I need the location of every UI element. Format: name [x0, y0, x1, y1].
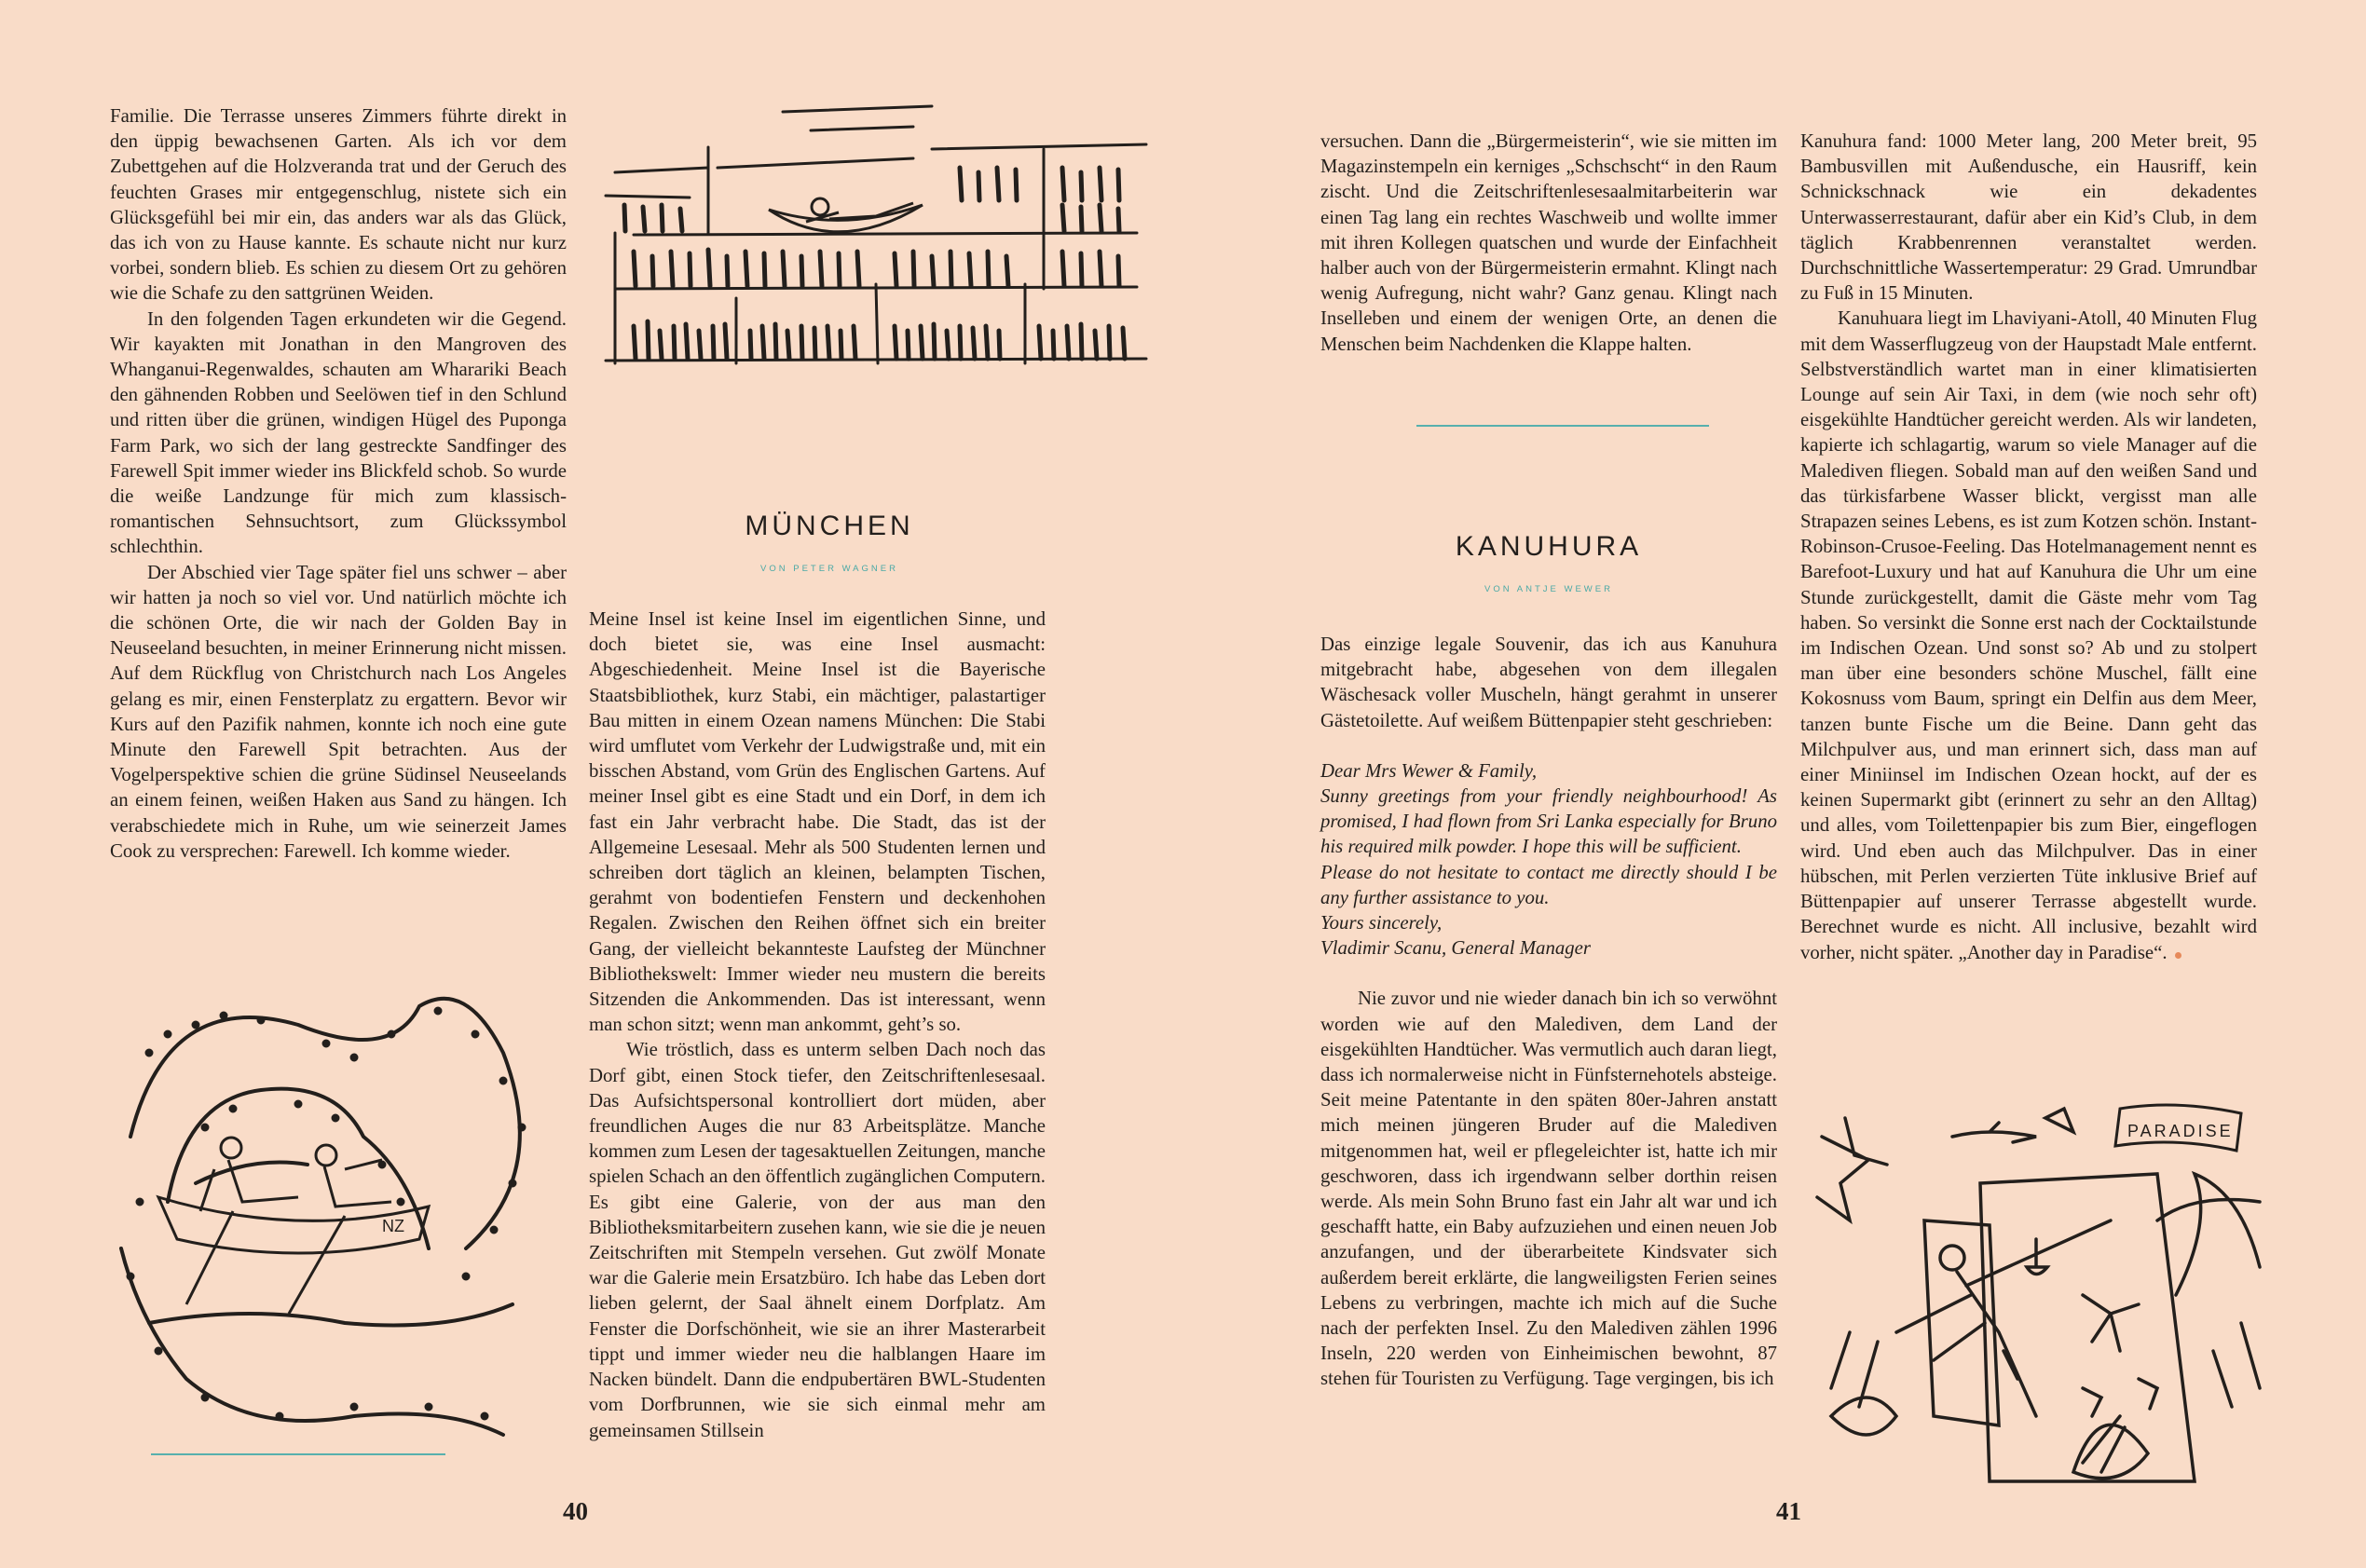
paragraph: versuchen. Dann die „Bürgermeisterin“, wie sie mitten im Magazinstempeln ein kerniges „Schschscht“ in den Raum zischt. Und die Zeitschriftenlesesaalmitarbeiterin war einen Tag lang ein rechtes Waschweib und wollte immer mit ihren Kollegen quatschen und wurde der Einfachheit halber auch von der Bürgermeisterin ermahnt. Klingt nach wenig Aufregung, nicht wahr? Ganz genau. Klingt nach Inselleben und einem der wenigen Orte, an denen die Menschen beim Nachdenken die Klappe halten. [1320, 130, 1777, 355]
heading-muenchen: MÜNCHEN [745, 511, 914, 541]
hammock-reader [769, 198, 923, 232]
right-page-rule [1416, 425, 1709, 427]
library-illustration [596, 93, 1156, 419]
paragraph: In den folgenden Tagen erkundeten wir die Gegend. Wir kayakten mit Jonathan in den Mangroven des Whanganui-Regenwaldes, schauten am Wharariki Beach den gähnenden Robben und Seelöwen tief in den Schlund und ritten über die grünen, windigen Hügel des Puponga Farm Park, wo sich der lang gestreckte Sandfinger des Farewell Spit immer wieder ins Blickfeld schob. So wurde die weiße Landzunge für mich zum klassisch-romantischen Sehnsuchtsort, zum Glückssymbol schlechthin. [110, 307, 567, 558]
paragraph: Kanuhura fand: 1000 Meter lang, 200 Meter breit, 95 Bambusvillen mit Außendusche, ein Hausriff, kein Schnickschnack wie ein dekadentes Unterwasserrestaurant, dafür aber ein Kid’s Club, in dem täglich Krabbenrennen veranstaltet werden. Durchschnittliche Wassertemperatur: 29 Grad. Umrundbar zu Fuß in 15 Minuten. [1800, 130, 2257, 305]
letter-request: Please do not hesitate to contact me directly should I be any further assistance to you. [1320, 861, 1777, 908]
end-mark-dot [2175, 952, 2181, 959]
right-column-2 [1800, 129, 2257, 965]
page-number-left: 40 [563, 1497, 588, 1525]
letter-salutation: Dear Mrs Wewer & Family, [1320, 759, 1538, 782]
page-number-right: 41 [1776, 1497, 1801, 1525]
paradise-banner [2115, 1105, 2241, 1151]
paragraph: Wie tröstlich, dass es unterm selben Dach noch das Dorf gibt, einen Stock tiefer, den Zeitschriftenlesesaal. Das Aufsichtspersonal kontrolliert dort müden, aber freundlichen Auges die nur 83 Arbeitsplätze. Manche kommen zum Lesen der tagesaktuellen Zeitungen, manche spielen Schach an den öffentlich zugänglichen Computern. Es gibt eine Galerie, von der aus man den Bibliotheksmitarbeitern zusehen kann, wie sie die je neuen Zeitschriften mit Stempeln versehen. Gut zwölf Monate war die Galerie mein Ersatzbüro. Ich habe das Leben dort lieben gelernt, der Saal ähnelt einem Dorfplatz. Am Fenster die Dorfschönheit, wie sie an ihrer Masterarbeit tippt und immer wieder neu die halblangen Haare im Nacken bündelt. Dann die endpubertären BWL-Studenten vom Dorfbrunnen, wie sie sich einmal mehr am gemeinsamen Stillsein [589, 1039, 1046, 1441]
right-column-1-body [1320, 632, 1777, 1392]
letter-closing: Yours sincerely, [1320, 912, 1443, 934]
byline-muenchen: VON PETER WAGNER [760, 564, 898, 574]
letter-signature: Vladimir Scanu, General Manager [1320, 937, 1591, 960]
left-page-rule [151, 1453, 445, 1455]
book-spines [624, 168, 1125, 359]
paragraph: Familie. Die Terrasse unseres Zimmers führte direkt in den üppig bewachsenen Garten. Als ich vor dem Zubettgehen auf die Holzveranda trat und der Geruch des feuchten Grases mir entgegenschlug, nistete sich ein Glücksgefühl bei mir ein, das anders war als das Glück, das ich von zu Hause kannte. Es schaute nicht nur kurz vorbei, sondern blieb. Es schien zu diesem Ort zu gehören wie die Schafe zu den sattgrünen Weiden. [110, 105, 567, 305]
boat-illustration [112, 969, 559, 1453]
kanuhura-paragraph: Nie zuvor und nie wieder danach bin ich so verwöhnt worden wie auf den Malediven, dem Land der eisgekühlten Handtücher. Was vermutlich auch daran liegt, dass ich normalerweise nicht in Fünfsternehotels absteige. Seit meine Patentante in den späten 80er-Jahren anstatt mich meinen jüngeren Bruder auf die Malediven mitgenommen hat, weil er pflegeleichter ist, hatte ich mir geschworen, dass ich irgendwann selber dorthin reisen werde. Als mein Sohn Bruno fast ein Jahr alt war und ich geschafft hatte, ein Baby aufzuziehen und einen neuen Job anzufangen, und der überarbeitete Kindsvater sich außerdem bereit erklärte, die langweiligsten Ferien seines Lebens zu verbringen, machte ich mich auf die Suche nach der perfekten Insel. Zu den Malediven zählen 1996 Inseln, 220 werden von Einheimischen bewohnt, 87 stehen für Touristen zu Verfügung. Tage vergingen, bis ich [1320, 988, 1777, 1390]
boat-label: NZ [382, 1217, 404, 1235]
left-column-1 [110, 103, 567, 864]
byline-kanuhura: VON ANTJE WEWER [1484, 584, 1613, 594]
paragraph: Kanuhuara liegt im Lhaviyani-Atoll, 40 Minuten Flug mit dem Wasserflugzeug von der Haupstadt Male entfernt. Selbstverständlich wartet man in einer klimatisierten Lounge auf sein Air Taxi, in dem (wie noch sehr oft) eisgekühlte Handtücher gereicht werden. Als wir landeten, kapierte ich schlagartig, warum so viele Manager auf die Malediven fliegen. Sobald man auf den weißen Sand und das türkisfarbene Wasser blickt, vergisst man alle Strapazen seines Lebens, es ist zum Kotzen schön. Instant-Robinson-Crusoe-Feeling. Das Hotelmanagement nennt es Barefoot-Luxury und hat auf Kanuhura die Uhr um eine Stunde zurückgestellt, damit die Gäste mehr vom Tag haben. So versinkt die Sonne erst nach der Cocktailstunde im Indischen Ozean. Und sonst so? Ab und zu stolpert man über eine besonders schöne Muschel, fällt eine Kokosnuss vom Baum, springt ein Delfin aus dem Meer, tanzen bunte Fische um die Beine. Dann geht das Milchpulver aus, und man erinnert sich, dass man auf einer Miniinsel im Indischen Ozean hockt, auf der es keinen Supermarkt gibt (erinnert zu sehr an den Alltag) und alles, vom Toilettenpapier bis zum Bier, eingeflogen wird. Und eben auch das Milchpulver. Das in einer hübschen, mit Perlen verzierten Tüte inklusive Brief auf Büttenpapier auf unserer Terrasse abgestellt wurde. Berechnet wurde es nicht. All inclusive, bezahlt wird vorher, nicht später. „Another day in Paradise“. [1800, 307, 2257, 963]
paragraph: Der Abschied vier Tage später fiel uns schwer – aber wir hatten ja noch so viel vor. Und natürlich möchte ich die schönen Orte, die wir nach der Golden Bay in Neuseeland besuchten, in meiner Erinnerung nicht missen. Auf dem Rückflug von Christchurch nach Los Angeles gelang es mir, einen Fensterplatz zu ergattern. Bevor wir Kurs auf den Pazifik nahmen, konnte ich noch eine gute Minute den Farewell Spit betrachten. Aus der Vogelperspektive schien die grüne Südinsel Neuseelands an einem feinen, weißen Haken aus Sand zu hängen. Ich verabschiedete mich in Ruhe, um wie seinerzeit James Cook zu versprechen: Farewell. Ich komme wieder. [110, 561, 567, 862]
intro-paragraph: Das einzige legale Souvenir, das ich aus Kanuhura mitgebracht habe, abgesehen von dem illegalen Wäschesack voller Muscheln, hängt gerahmt in unserer Gästetoilette. Auf weißem Büttenpapier steht geschrieben: [1320, 634, 1777, 731]
paragraph: Meine Insel ist keine Insel im eigentlichen Sinne, und doch bietet sie, was eine Insel ausmacht: Abgeschiedenheit. Meine Insel ist die Bayerische Staatsbibliothek, kurz Stabi, ein mächtiger, palastartiger Bau mitten in einem Ozean namens München: Die Stabi wird umflutet vom Verkehr der Ludwigstraße und, mit ein bisschen Abstand, vom Grün des Englischen Gartens. Auf meiner Insel gibt es eine Stadt und ein Dorf, in dem ich fast ein Jahr verbracht habe. Die Stadt, das ist der Allgemeine Lesesaal. Mehr als 500 Studenten lernen und schreiben dort täglich an kleinen, belampten Tischen, gerahmt von bodentiefen Fenstern und deckenhohen Regalen. Zwischen den Reihen öffnet sich ein breiter Gang, der vielleicht bekannteste Laufsteg der Münchner Bibliothekswelt: Immer wieder neu mustern die bereits Sitzenden die Ankommenden. Das ist interessant, wenn man schon sitzt; wenn man ankommt, geht’s so. [589, 608, 1046, 1036]
paradise-illustration [1803, 1081, 2269, 1491]
letter-body: Sunny greetings from your friendly neighbourhood! As promised, I had flown from Sri Lanka especially for Bruno his required milk powder. I hope this will be sufficient. [1320, 785, 1777, 858]
heading-kanuhura: KANUHURA [1455, 531, 1643, 562]
right-column-1-top [1320, 129, 1777, 357]
left-column-2 [589, 607, 1046, 1443]
banner-text: PARADISE [2127, 1122, 2234, 1140]
